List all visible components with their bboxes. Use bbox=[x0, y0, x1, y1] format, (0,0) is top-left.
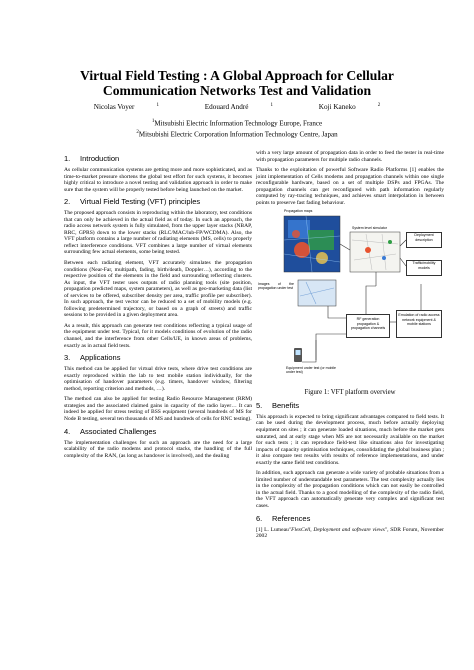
section-title: Virtual Field Testing (VFT) principles bbox=[80, 197, 201, 207]
title-line-1: Virtual Field Testing : A Global Approach for Cellular bbox=[80, 68, 394, 83]
author bbox=[83, 103, 170, 111]
body-paragraph: This method can be applied for virtual drive tests, where drive test conditions are exactly reproduced within the lab to test mobile station individually, for the optimisation of handover parameters (e.g. timers, handover window, filtering method, reporting criterion and methods, …). bbox=[64, 366, 252, 392]
affil-mark: 1 bbox=[151, 119, 155, 124]
author-affil-mark: 1 bbox=[270, 103, 273, 108]
section-number: 1. bbox=[64, 154, 71, 163]
emulation-box: Emulation of radio access network equipment & mobile stations bbox=[396, 310, 442, 338]
section-heading bbox=[256, 401, 444, 410]
affil-text: Mitsubishi Electric Corporation Information Technology Centre, Japan bbox=[138, 130, 338, 139]
section-heading bbox=[64, 197, 252, 206]
body-paragraph: As cellular communication systems are getting more and more sophisticated, and as time-to-market pressure shortens the global test effort for such systems, it becomes highly critical to introduce a novel testing and validation approach in order to make sure that the system will be properly tested before being launched on the market. bbox=[64, 167, 252, 193]
right-column-bottom bbox=[256, 401, 444, 523]
author-affil-mark: 1 bbox=[156, 103, 159, 108]
author-name: Edouard André bbox=[204, 103, 249, 112]
area-map-thumbnail bbox=[298, 280, 336, 306]
paper-title bbox=[40, 68, 434, 98]
affil-mark: 2 bbox=[136, 130, 139, 136]
body-paragraph: with a very large amount of propagation data in order to feed the tester in real-time with propagation parameters for multiple radio channels. bbox=[256, 150, 444, 163]
reference-authors: [1] L. Lumeau bbox=[256, 526, 289, 533]
section-heading bbox=[64, 154, 252, 163]
section-number: 2. bbox=[64, 197, 71, 207]
propagation-map-image bbox=[284, 216, 340, 272]
author bbox=[194, 103, 284, 111]
system-simulator-map bbox=[350, 232, 400, 272]
figure-caption: Figure 1: VFT platform overview bbox=[304, 389, 396, 397]
right-column bbox=[256, 150, 444, 544]
section-title: References bbox=[272, 513, 311, 523]
body-paragraph: This approach is expected to bring significant advantages compared to field tests. It can be used during the development process, much before actually deploying equipment on sites ; it can generate loaded situations, much before the market gets saturated, and at early stage when MS are not necessarily available on the market for such tests ; it can reproduce field-test like situations also for investigating impacts of capacity optimisation techniques, consolidating the global business plan ; it also compare test results with results of reference implementations, and under exactly the same field test conditions. bbox=[256, 413, 444, 466]
section-title: Introduction bbox=[80, 154, 120, 163]
section-number: 3. bbox=[64, 353, 71, 363]
body-paragraph: The method can also be applied for testing Radio Resource Management (RRM) strategies and the associated claimed gains in capacity of the radio layer… It can indeed be applied for stress testing of BSS equipment (several hundreds of MS for Node B testing, several ten thousands of MS and hundreds of cells for RNC testing). bbox=[64, 396, 252, 422]
affiliation bbox=[40, 117, 434, 128]
body-paragraph: The proposed approach consists in reproducing within the laboratory, test conditions that can only be achieved in the actual field as of today. In such an approach, the radio access network system is fully simulated, from the upper layer stacks (NBAP, RRC, GPRS) down to the lower stacks (RLC/MAC/lub-FP/WCDMA). Also, the VFT platform contains a large number of radiating elements (MS, cells) to properly reflect interference conditions. VFT combines a large number of virtual elements surrounding few actual elements, some being tested. bbox=[64, 210, 252, 256]
equipment-under-test-label: Equipment under test (or mobile under test) bbox=[286, 366, 336, 375]
section-heading bbox=[256, 514, 444, 523]
body-paragraph: In addition, such approach can generate a wide variety of probable situations from a limited number of understandable test parameters. The test complexity actually lies in the complexity of the propagation conditions which can not easily be controlled in the actual field. Thanks to a good modelling of the complexity of the radio field, the VFT approach can automatically generate very complex and significant test cases. bbox=[256, 470, 444, 510]
body-paragraph: Between each radiating element, VFT accurately simulates the propagation conditions (Near-Far, multipath, fading, birth/death, Doppler…), according to the respective position of the elements in the field and surrounding reflecting clusters. As input, the VFT tester uses outputs of radio planning tools (site position, propagation predicted maps, system parameters), as well as geo-marketing data (list of services to be offered, subscriber density per area, traffic profile per subscriber). In such approach, the test vector can be reduced to a set of mobility models (e.g. following predetermined trajectory, or based on a graph of streets) and traffic sessions to be provided in a given deployment area. bbox=[64, 260, 252, 319]
propagation-maps-label: Propagation maps bbox=[284, 209, 313, 214]
reference-1 bbox=[256, 527, 444, 540]
deployment-description-box: Deployment description bbox=[406, 232, 442, 248]
body-paragraph: As a result, this approach can generate test conditions reflecting a typical usage of the equipment under test. Typical, for it models conditions of evolution of the radio channel, and the interference from other Cells/UE, in known areas of problems, exactly as in actual field tests. bbox=[64, 322, 252, 349]
body-paragraph: The implementation challenges for such an approach are the need for a large scalability of the radio modems and protocol stacks, the handling of the full complexity of the RAN, (as long as handover is involved), and the dealing bbox=[64, 439, 252, 459]
system-level-simulator-label: System level simulator bbox=[352, 226, 388, 231]
author bbox=[308, 103, 391, 111]
section-heading bbox=[64, 427, 252, 436]
author-name: Nicolas Voyer bbox=[93, 103, 135, 112]
section-number: 4. bbox=[64, 426, 71, 436]
section-title: Benefits bbox=[272, 400, 300, 410]
section-heading bbox=[64, 353, 252, 362]
section-number: 6. bbox=[256, 513, 263, 523]
section-number: 5. bbox=[256, 400, 263, 410]
title-line-2: Communication Networks Test and Validation bbox=[102, 83, 372, 98]
affiliation bbox=[40, 128, 434, 139]
author-list bbox=[40, 103, 434, 111]
reference-venue: , SDR Forum, November 2002 bbox=[256, 526, 444, 540]
reference-title: "FlexCell, Deployment and software views" bbox=[288, 526, 388, 533]
affil-text: Mitsubishi Electric Information Technology Europe, France bbox=[154, 119, 323, 128]
figure-vft-overview bbox=[256, 210, 444, 388]
section-title: Applications bbox=[80, 353, 121, 363]
mobile-under-test-icon bbox=[294, 348, 302, 362]
left-column bbox=[64, 150, 252, 463]
affiliations bbox=[40, 117, 434, 140]
rf-generation-box: RF generation propagation & propagation channels bbox=[346, 314, 390, 338]
author-name: Koji Kaneko bbox=[318, 103, 356, 112]
author-affil-mark: 2 bbox=[377, 103, 381, 108]
traffic-mobility-models-box: Traffic/mobility models bbox=[406, 260, 442, 276]
section-title: Associated Challenges bbox=[80, 426, 157, 436]
body-paragraph: Thanks to the exploitation of powerful Software Radio Platforms [1] enables the joint implementation of Cells modems and propagation channels within one single reconfigurable hardware, based on a set of multiple DSPs and FPGAs. The propagation channels can get reconfigured with path information regularly computed by ray-tracing techniques, and achieves smart interpolation in between points to preserve fast fading behaviour. bbox=[256, 167, 444, 206]
right-column-top bbox=[256, 150, 444, 206]
images-propagation-label: Images of the propagation under test bbox=[258, 282, 294, 291]
